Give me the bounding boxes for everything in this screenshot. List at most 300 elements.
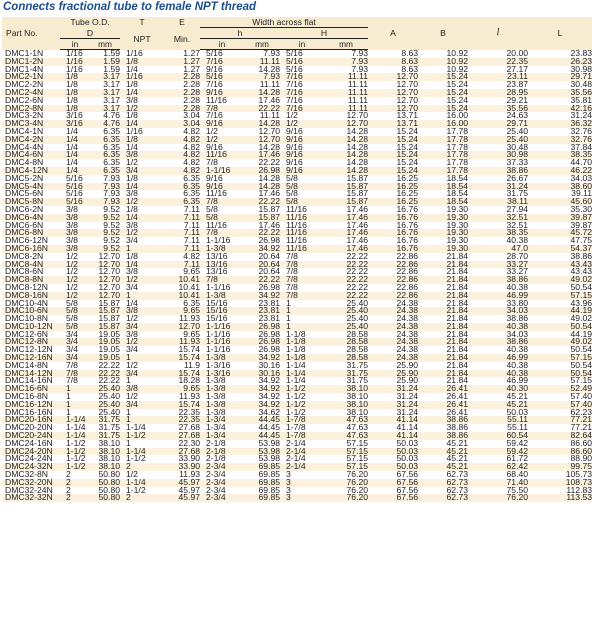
table-cell: 31.24 (396, 408, 419, 417)
table-cell: 19.05 (98, 346, 121, 355)
table-cell: 12.70 (90, 292, 120, 300)
table-cell: 7.93 (103, 174, 121, 183)
table-row (2, 377, 592, 385)
table-cell: 14.28 (244, 89, 280, 97)
table-cell: 25.40 (324, 323, 368, 331)
table-cell: 12.70 (396, 96, 419, 105)
table-cell: 15.74 (164, 354, 200, 362)
table-cell: DMC10-12N (2, 323, 60, 331)
table-cell: DMC20-20N (5, 424, 53, 433)
table-cell: 3/8 (126, 330, 138, 339)
table-cell: 3 (280, 494, 324, 502)
table-row (2, 175, 592, 183)
table-cell: 7/16 (206, 81, 223, 89)
table-cell: 26.41 (418, 385, 468, 393)
table-cell: 1/4 (126, 65, 138, 74)
table-cell: 5/8 (60, 307, 90, 315)
table-cell: 17.78 (446, 159, 469, 167)
table-cell: 15.87 (244, 214, 280, 222)
table-cell: 15/16 (200, 307, 244, 315)
table-cell: 105.73 (565, 471, 593, 479)
table-cell: 9/16 (286, 127, 303, 136)
table-cell: 3 (280, 479, 324, 487)
table-cell: 69.85 (258, 471, 281, 479)
table-cell: 1-1/4 (120, 448, 164, 456)
table-cell: 21.84 (446, 315, 469, 323)
table-cell: 7/8 (286, 268, 298, 277)
table-cell: 69.85 (258, 486, 281, 495)
table-cell: 34.92 (258, 377, 281, 386)
table-cell: 1/2 (66, 283, 78, 292)
table-cell: 16.25 (396, 174, 419, 183)
table-cell: 39.87 (528, 214, 592, 222)
table-cell: 8.63 (401, 49, 419, 58)
table-cell: 38.86 (418, 432, 468, 440)
header-b: B (418, 17, 468, 50)
table-cell: DMC24-24N (5, 455, 53, 464)
table-cell: 1-1/8 (280, 354, 324, 362)
table-row (2, 455, 592, 463)
table-cell: DMC10-4N (5, 299, 48, 308)
table-cell: 3/16 (60, 120, 90, 128)
table-cell: 11.11 (324, 105, 368, 113)
table-cell: 50.80 (98, 471, 121, 479)
table-cell: 43.43 (570, 268, 593, 277)
table-cell: 5/16 (280, 58, 324, 66)
table-cell: 1 (286, 299, 291, 308)
table-cell: 3/4 (120, 401, 164, 409)
table-row (2, 409, 592, 417)
table-cell: 2 (60, 494, 90, 502)
table-cell: 1 (126, 377, 131, 386)
table-cell: 33.90 (164, 463, 200, 471)
table-cell: 9/16 (206, 174, 223, 183)
table-cell: 10.92 (446, 65, 469, 74)
table-cell: 1/8 (126, 112, 138, 121)
table-cell: 9.65 (183, 268, 201, 277)
table-row (2, 463, 592, 471)
table-cell: 44.70 (570, 159, 593, 167)
table-cell: 18.54 (446, 190, 469, 199)
table-row (2, 307, 592, 315)
table-cell: 16.76 (368, 229, 418, 237)
table-cell: 7/16 (286, 81, 303, 89)
table-cell: 47.75 (570, 237, 593, 245)
table-cell: 7.11 (164, 261, 200, 269)
table-cell: 38.10 (346, 393, 369, 401)
table-cell: 43.96 (570, 299, 593, 308)
table-cell: 45.60 (528, 198, 592, 206)
table-row (2, 66, 592, 74)
table-cell: 7/8 (206, 159, 218, 167)
table-cell: 16.76 (368, 245, 418, 253)
table-cell: DMC8-12N (5, 283, 48, 292)
table-cell: 1 (60, 385, 90, 393)
table-cell: 1/8 (66, 81, 78, 89)
table-cell: 21.84 (446, 377, 469, 386)
table-cell: 1.27 (183, 65, 201, 74)
table-cell: 14.28 (346, 143, 369, 152)
table-cell: 18.54 (418, 183, 468, 191)
table-cell: 3 (286, 486, 291, 495)
table-cell: DMC5-6N (5, 190, 44, 199)
table-cell: 1/16 (66, 65, 83, 74)
table-cell: 19.30 (446, 205, 469, 214)
table-cell: 43.43 (528, 261, 592, 269)
table-cell: 2-3/4 (206, 471, 226, 479)
table-cell: 5/16 (60, 183, 90, 191)
table-cell: 9/16 (200, 89, 244, 97)
table-cell: 6.35 (103, 143, 121, 152)
table-cell: 3.17 (90, 105, 120, 113)
table-cell: 15.24 (368, 167, 418, 175)
table-cell: 22.22 (98, 361, 121, 370)
table-cell: 9/16 (280, 151, 324, 159)
table-cell: 62.73 (446, 471, 469, 479)
table-cell: 8.63 (401, 65, 419, 74)
table-cell: 53.98 (258, 455, 281, 464)
table-cell: 40.38 (506, 237, 529, 245)
table-cell: 22.35 (178, 408, 201, 417)
table-cell: 6.35 (183, 299, 201, 308)
table-row (2, 300, 592, 308)
table-cell: 9.52 (103, 221, 121, 230)
table-cell: 12.70 (164, 323, 200, 331)
table-cell: 21.84 (446, 346, 469, 355)
table-cell: 31.24 (396, 393, 419, 401)
table-cell: 4.82 (183, 252, 201, 261)
table-cell: DMC4-1N (5, 127, 44, 136)
table-cell: 47.63 (324, 416, 368, 424)
table-cell: DMC6-8N (2, 229, 60, 237)
table-cell: 18.54 (446, 174, 469, 183)
table-cell: 15.87 (90, 323, 120, 331)
table-cell: 17.78 (418, 136, 468, 144)
table-cell: 7/8 (200, 229, 244, 237)
table-cell: 11.11 (347, 96, 369, 105)
table-cell: 38.86 (446, 424, 469, 433)
table-cell: 3/8 (60, 245, 90, 253)
table-cell: 6.35 (183, 174, 201, 183)
table-cell: 3/4 (120, 323, 164, 331)
table-cell: 25.90 (368, 370, 418, 378)
table-cell: 1-1/4 (60, 416, 90, 424)
table-row (2, 292, 592, 300)
table-cell: 30.48 (506, 143, 529, 152)
table-cell: 54.37 (528, 245, 592, 253)
table-cell: 77.21 (528, 416, 592, 424)
table-cell: DMC20-16N (2, 416, 60, 424)
table-cell: 23.81 (258, 299, 281, 308)
table-row (2, 198, 592, 206)
table-cell: 1/16 (60, 58, 90, 66)
table-cell: 34.92 (244, 292, 280, 300)
header-min: Min. (164, 28, 200, 50)
table-cell: 22.86 (396, 252, 419, 261)
table-cell: 2-3/4 (200, 494, 244, 502)
table-cell: DMC16-8N (5, 393, 48, 401)
table-cell: 31.24 (468, 183, 528, 191)
table-cell: 1/8 (126, 205, 138, 214)
table-cell: 1/4 (120, 261, 164, 269)
table-cell: 37.33 (506, 159, 529, 167)
table-cell: 35.30 (570, 205, 593, 214)
table-cell: 1-1/16 (200, 323, 244, 331)
table-cell: 5/8 (66, 299, 78, 308)
table-cell: 3/8 (120, 307, 164, 315)
table-cell: 3/16 (66, 112, 83, 121)
table-cell: 21.84 (418, 338, 468, 346)
table-cell: 17.46 (346, 205, 369, 214)
table-cell: 69.85 (244, 494, 280, 502)
table-cell: 38.86 (506, 315, 529, 323)
table-cell: 27.68 (164, 432, 200, 440)
table-cell: 28.58 (346, 330, 369, 339)
table-row (2, 424, 592, 432)
table-cell: 1-1/16 (206, 283, 231, 292)
table-cell: 88.90 (570, 455, 593, 464)
table-cell: 1-1/2 (120, 432, 164, 440)
table-cell: 50.80 (90, 479, 120, 487)
table-row (2, 362, 592, 370)
table-cell: 7/8 (200, 198, 244, 206)
table-cell: 40.38 (506, 346, 529, 355)
table-cell: 1-7/8 (280, 416, 324, 424)
table-cell: 12.70 (98, 283, 121, 292)
table-cell: 20.64 (258, 252, 281, 261)
table-cell: 1/2 (280, 120, 324, 128)
table-cell: 1/4 (60, 167, 90, 175)
table-cell: 57.15 (346, 439, 369, 448)
table-cell: 11/16 (206, 221, 227, 230)
table-row (2, 393, 592, 401)
table-cell: 1 (120, 245, 164, 253)
table-cell: 26.41 (446, 408, 469, 417)
table-cell: 27.94 (506, 205, 529, 214)
table-cell: 38.10 (98, 439, 121, 448)
table-cell: 1 (60, 401, 90, 409)
table-cell: 44.45 (258, 424, 281, 433)
table-cell: 1-1/2 (280, 401, 324, 409)
table-cell: 11/16 (286, 221, 307, 230)
table-cell: 31.24 (368, 401, 418, 409)
table-row (2, 354, 592, 362)
table-row (2, 214, 592, 222)
table-cell: DMC8-4N (2, 261, 60, 269)
table-cell: 21.84 (418, 354, 468, 362)
table-cell: 34.03 (570, 174, 593, 183)
table-cell: 46.99 (468, 354, 528, 362)
table-cell: 26.67 (506, 174, 529, 183)
table-cell: 50.54 (570, 346, 593, 355)
table-cell: 17.78 (418, 167, 468, 175)
table-cell: 2 (60, 479, 90, 487)
table-cell: 4.82 (183, 143, 201, 152)
table-cell: 3/4 (126, 346, 138, 355)
table-cell: 41.14 (368, 432, 418, 440)
table-cell: 1.59 (90, 58, 120, 66)
table-cell: 1/2 (60, 276, 90, 284)
table-cell: 1-1/4 (66, 424, 86, 433)
table-cell: DMC10-6N (2, 307, 60, 315)
table-cell: 31.75 (506, 190, 529, 199)
table-cell: 22.22 (346, 268, 369, 277)
table-cell: 15.87 (346, 190, 369, 199)
table-cell: 31.24 (368, 385, 418, 393)
table-cell: 13.71 (368, 120, 418, 128)
table-cell: 38.10 (90, 448, 120, 456)
table-cell: 22.22 (244, 198, 280, 206)
table-cell: 5/16 (66, 174, 83, 183)
table-cell: 15.24 (396, 159, 419, 167)
table-cell: 11.11 (347, 81, 369, 89)
table-cell: 38.86 (570, 252, 593, 261)
table-cell: 1-1/4 (286, 361, 306, 370)
table-cell: 76.20 (346, 471, 369, 479)
table-cell: 1/2 (120, 105, 164, 113)
table-cell: 1/4 (66, 127, 78, 136)
header-hh-in: in (280, 39, 324, 50)
table-cell: 1/8 (60, 105, 90, 113)
table-cell: 10.41 (164, 276, 200, 284)
table-cell: 1/2 (120, 198, 164, 206)
table-cell: 7.11 (183, 237, 201, 245)
table-cell: 9.52 (90, 245, 120, 253)
table-cell: 1/16 (126, 49, 143, 58)
table-cell: 17.46 (258, 190, 281, 199)
table-cell: 1/4 (120, 183, 164, 191)
table-cell: 16.76 (368, 214, 418, 222)
table-cell: 1/4 (126, 143, 138, 152)
table-cell: 26.41 (446, 393, 469, 401)
table-cell: 10.92 (418, 58, 468, 66)
table-cell: 34.03 (506, 330, 529, 339)
table-cell: 32.51 (506, 221, 529, 230)
table-cell: 57.15 (324, 448, 368, 456)
table-cell: 1-1/16 (200, 338, 244, 346)
table-cell: 55.11 (468, 416, 528, 424)
table-cell: 15.87 (324, 198, 368, 206)
table-cell: 6.35 (164, 183, 200, 191)
table-cell: 11/16 (280, 214, 324, 222)
table-cell: DMC3-2N (5, 112, 44, 121)
table-cell: 19.05 (98, 330, 121, 339)
table-cell: 45.21 (506, 393, 529, 401)
table-row (2, 487, 592, 495)
table-cell: 1-1/8 (280, 338, 324, 346)
table-cell: 15.74 (164, 401, 200, 409)
table-cell: 1-3/4 (200, 416, 244, 424)
table-cell: DMC5-4N (2, 183, 60, 191)
table-cell: 7/16 (280, 105, 324, 113)
table-cell: 26.98 (258, 237, 281, 245)
table-cell: 24.63 (506, 112, 529, 121)
table-cell: 12.70 (368, 105, 418, 113)
table-cell: DMC4-2N (2, 136, 60, 144)
table-cell: 1/8 (60, 73, 90, 81)
table-cell: 32.51 (468, 214, 528, 222)
table-cell: 11/16 (200, 151, 244, 159)
table-cell: DMC14-8N (5, 361, 48, 370)
table-cell: 19.30 (418, 229, 468, 237)
table-cell: 23.81 (244, 307, 280, 315)
table-cell: 22.86 (368, 276, 418, 284)
table-cell: 3/4 (66, 330, 78, 339)
header-h-large: H (280, 28, 368, 39)
table-row (2, 432, 592, 440)
table-cell: 9/16 (286, 159, 303, 167)
table-cell: 69.85 (244, 463, 280, 471)
table-cell: 22.22 (98, 377, 121, 386)
table-cell: 7.93 (103, 190, 121, 199)
table-cell: 3.04 (183, 112, 201, 121)
table-cell: 22.22 (346, 283, 369, 292)
table-row (2, 494, 592, 502)
header-h-in: in (200, 39, 244, 50)
table-cell: 1-3/16 (200, 370, 244, 378)
header-h-small: h (200, 28, 280, 39)
table-cell: 25.40 (98, 393, 121, 401)
table-cell: 38.10 (98, 455, 121, 464)
table-cell: 2.28 (164, 105, 200, 113)
table-cell: 24.38 (368, 354, 418, 362)
table-cell: 25.40 (90, 401, 120, 409)
table-cell: 108.73 (528, 479, 592, 487)
table-cell: 7/8 (280, 292, 324, 300)
table-cell: 21.84 (418, 292, 468, 300)
table-cell: 41.14 (396, 424, 419, 433)
table-cell: 22.86 (396, 268, 419, 277)
table-cell: 39.87 (570, 221, 593, 230)
table-cell: 7.11 (164, 229, 200, 237)
table-cell: 34.92 (244, 354, 280, 362)
table-cell: 21.84 (446, 361, 469, 370)
table-cell: 50.54 (570, 283, 593, 292)
table-row (2, 105, 592, 113)
table-body (2, 50, 592, 503)
table-cell: 6.35 (103, 127, 121, 136)
table-cell: 17.78 (418, 151, 468, 159)
table-cell: 1-1/16 (206, 330, 231, 339)
table-cell: 7/8 (66, 377, 78, 386)
table-cell: 55.11 (507, 424, 529, 433)
table-cell: 38.11 (468, 198, 528, 206)
table-cell: 7.93 (351, 65, 369, 74)
table-cell: 3/8 (60, 214, 90, 222)
table-cell: 57.15 (528, 354, 592, 362)
table-cell: 21.84 (446, 252, 469, 261)
table-row (2, 120, 592, 128)
table-cell: 22.22 (324, 276, 368, 284)
table-cell: 24.38 (396, 315, 419, 323)
table-cell: 50.03 (368, 448, 418, 456)
table-cell: 71.40 (468, 479, 528, 487)
table-cell: 57.15 (570, 377, 593, 386)
table-cell: 11/16 (206, 96, 227, 105)
table-cell: 28.58 (324, 354, 368, 362)
table-cell: 22.22 (324, 292, 368, 300)
table-cell: 50.80 (90, 494, 120, 502)
table-cell: 24.38 (396, 346, 419, 355)
table-cell: 38.10 (346, 408, 369, 417)
table-cell: 4.76 (103, 112, 121, 121)
table-cell: 30.98 (570, 65, 593, 74)
table-cell: 9/16 (280, 167, 324, 175)
table-cell: 11.93 (179, 393, 201, 401)
table-cell: 17.78 (446, 127, 469, 136)
table-cell: 14.28 (258, 65, 281, 74)
table-cell: 22.22 (244, 229, 280, 237)
